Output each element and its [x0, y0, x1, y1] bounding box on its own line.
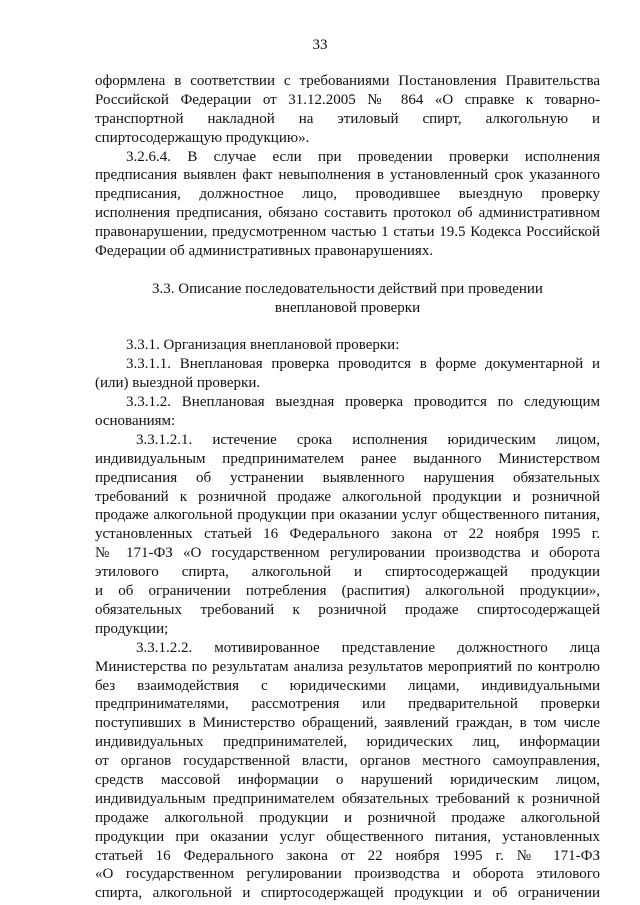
text-line: продукции;: [95, 620, 169, 637]
text-line: 3.3.1.2.2. мотивированное представление должностного лица: [136, 639, 600, 656]
text-line: транспортной накладной на этиловый спирт, алкогольную и: [95, 110, 600, 127]
text-line: от органов государственной власти, органов местного самоуправления,: [95, 753, 600, 770]
text-line: статьей 16 Федерального закона от 22 ноября 1995 г. № 171-ФЗ: [95, 847, 600, 864]
text-line: 3.3. Описание последовательности действий при проведении: [152, 280, 543, 297]
text-line: правонарушении, предусмотренном частью 1 статьи 19.5 Кодекса Российской: [95, 224, 600, 241]
text-line: 3.3.1. Организация внеплановой проверки:: [126, 337, 400, 354]
text-line: (или) выездной проверки.: [95, 375, 261, 392]
text-line: 3.2.6.4. В случае если при проведении проверки исполнения: [126, 148, 600, 165]
text-line: предписания, должностное лицо, проводившее выездную проверку: [95, 186, 600, 203]
text-line: оформлена в соответствии с требованиями Постановления Правительства: [95, 73, 600, 89]
text-line: 3.3.1.1. Внеплановая проверка проводится в форме документарной и: [126, 356, 600, 373]
text-line: продаже алкогольной продукции и розничной продаже алкогольной: [95, 809, 600, 826]
blank-line: [95, 261, 600, 280]
text-line: основаниям:: [95, 413, 176, 430]
text-line: предписания об устранении выявленного нарушения обязательных: [95, 469, 600, 486]
text-line: исполнения предписания, обязано составить протокол об административном: [95, 205, 600, 222]
document-body: [95, 72, 600, 903]
text-line: 3.3.1.2.1. истечение срока исполнения юридическим лицом,: [136, 431, 600, 448]
text-line: Российской Федерации от 31.12.2005 № 864 «О справке к товарно-: [95, 91, 600, 108]
text-line: Министерства по результатам анализа результатов мероприятий по контролю: [95, 658, 600, 675]
page-number: 33: [312, 37, 328, 53]
blank-line: [95, 318, 600, 337]
text-line: Федерации об административных правонарушениях.: [95, 243, 434, 260]
text-line: и об ограничении потребления (распития) алкогольной продукции»,: [95, 583, 600, 600]
text-line: индивидуальным предпринимателем ранее выданного Министерством: [95, 450, 600, 467]
text-line: 3.3.1.2. Внеплановая выездная проверка проводится по следующим: [126, 394, 600, 411]
text-line: спирта, алкогольной и спиртосодержащей продукции и об ограничении: [95, 885, 600, 902]
text-line: этилового спирта, алкогольной и спиртосодержащей продукции: [95, 564, 600, 581]
text-line: требований к розничной продаже алкогольной продукции и розничной: [95, 488, 600, 505]
text-line: предписания выявлен факт невыполнения в установленный срок указанного: [95, 167, 600, 184]
text-line: индивидуальным предпринимателем обязательных требований к розничной: [95, 790, 600, 807]
text-line: № 171-ФЗ «О государственном регулировании производства и оборота: [95, 545, 600, 562]
text-line: «О государственном регулировании производства и оборота этилового: [95, 866, 600, 883]
text-line: спиртосодержащую продукцию».: [95, 129, 310, 146]
text-line: обязательных требований к розничной продаже спиртосодержащей: [95, 601, 600, 618]
text-line: продукции при оказании услуг общественного питания, установленных: [95, 828, 600, 845]
text-line: установленных статьей 16 Федерального закона от 22 ноября 1995 г.: [95, 526, 600, 543]
text-line: средств массовой информации о нарушений юридическим лицом,: [95, 771, 600, 788]
text-line: предпринимателями, рассмотрения или предварительной проверки: [95, 696, 600, 713]
text-line: продаже алкогольной продукции при оказании услуг общественного питания,: [95, 507, 600, 524]
text-line: внеплановой проверки: [274, 299, 421, 316]
text-line: без взаимодействия с юридическими лицами, индивидуальными: [95, 677, 600, 694]
text-line: поступивших в Министерство обращений, заявлений граждан, в том числе: [95, 715, 600, 732]
text-line: индивидуальных предпринимателей, юридических лиц, информации: [95, 734, 600, 751]
